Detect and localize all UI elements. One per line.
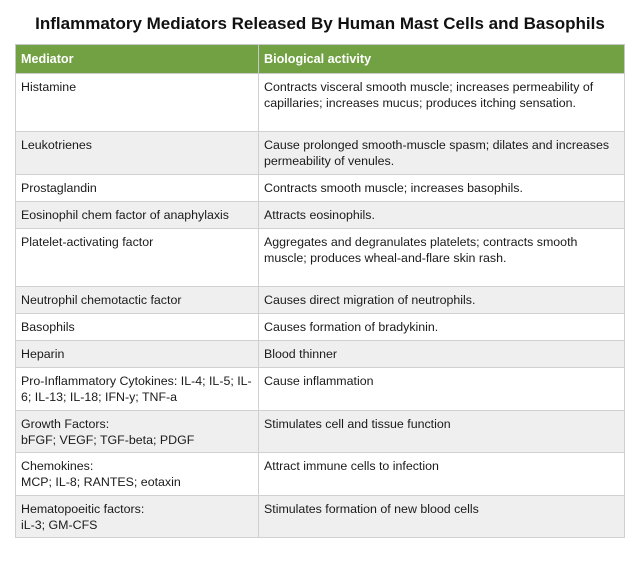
mediator-cell: Basophils <box>16 314 259 341</box>
mediator-cell: Leukotrienes <box>16 132 259 175</box>
activity-cell: Stimulates formation of new blood cells <box>259 496 625 538</box>
activity-cell: Cause inflammation <box>259 368 625 411</box>
mediator-cell: Prostaglandin <box>16 175 259 202</box>
mediator-cell: Platelet-activating factor <box>16 229 259 287</box>
table-row <box>16 411 625 453</box>
mediator-cell: Heparin <box>16 341 259 368</box>
table-row <box>16 202 625 229</box>
table-row <box>16 341 625 368</box>
mediator-cell: Eosinophil chem factor of anaphylaxis <box>16 202 259 229</box>
activity-cell: Aggregates and degranulates platelets; contracts smooth muscle; produces wheal-and-flare skin rash. <box>259 229 625 287</box>
activity-cell: Attracts eosinophils. <box>259 202 625 229</box>
activity-cell: Cause prolonged smooth-muscle spasm; dilates and increases permeability of venules. <box>259 132 625 175</box>
table-row <box>16 132 625 175</box>
activity-cell: Stimulates cell and tissue function <box>259 411 625 453</box>
header-mediator: Mediator <box>16 45 259 74</box>
activity-cell: Causes direct migration of neutrophils. <box>259 287 625 314</box>
activity-cell: Causes formation of bradykinin. <box>259 314 625 341</box>
table-row <box>16 175 625 202</box>
activity-cell: Contracts smooth muscle; increases basophils. <box>259 175 625 202</box>
mediator-cell: Growth Factors: bFGF; VEGF; TGF-beta; PDGF <box>16 411 259 453</box>
mediator-cell: Pro-Inflammatory Cytokines: IL-4; IL-5; IL-6; IL-13; IL-18; IFN-y; TNF-a <box>16 368 259 411</box>
table-row <box>16 496 625 538</box>
table-header-row <box>16 45 625 74</box>
activity-cell: Blood thinner <box>259 341 625 368</box>
table-row <box>16 287 625 314</box>
header-biological-activity: Biological activity <box>259 45 625 74</box>
activity-cell: Attract immune cells to infection <box>259 453 625 496</box>
activity-cell: Contracts visceral smooth muscle; increases permeability of capillaries; increases mucus; produces itching sensation. <box>259 74 625 132</box>
page-title: Inflammatory Mediators Released By Human Mast Cells and Basophils <box>35 14 605 33</box>
table-row <box>16 229 625 287</box>
mediator-cell: Chemokines: MCP; IL-8; RANTES; eotaxin <box>16 453 259 496</box>
table-row <box>16 314 625 341</box>
mediator-cell: Neutrophil chemotactic factor <box>16 287 259 314</box>
mediator-cell: Hematopoeitic factors: iL-3; GM-CFS <box>16 496 259 538</box>
table-row <box>16 453 625 496</box>
mediator-cell: Histamine <box>16 74 259 132</box>
mediators-table <box>15 44 625 538</box>
table-row <box>16 74 625 132</box>
table-row <box>16 368 625 411</box>
